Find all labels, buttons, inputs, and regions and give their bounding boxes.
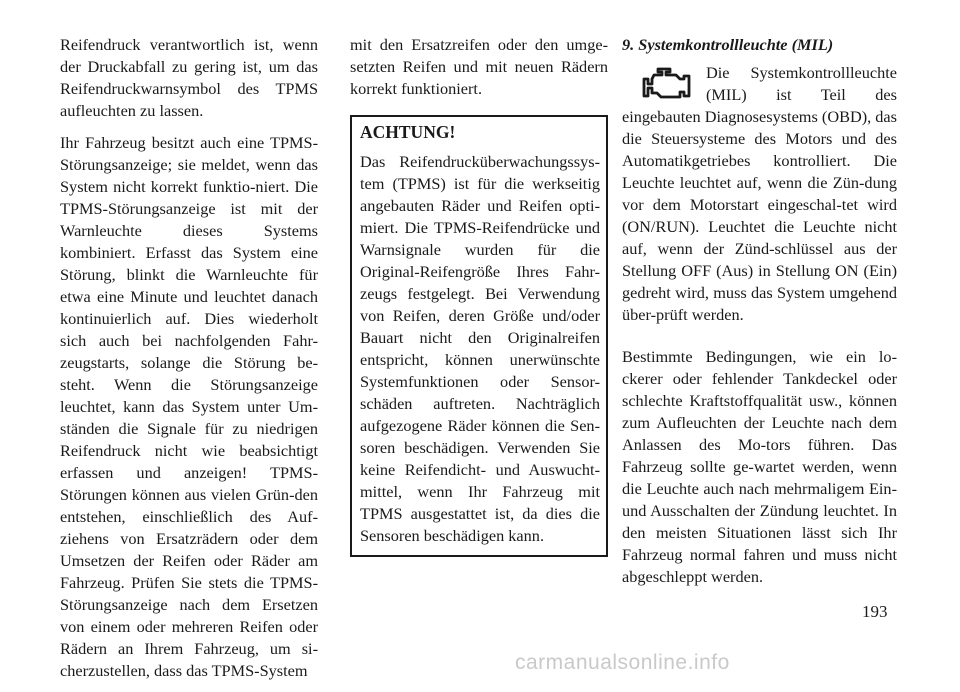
paragraph-mil-conditions: Bestimmte Bedingungen, wie ein lo-ckerer oder fehlender Tankdeckel oder schlechte Kraftstoffqualität usw., können zum Aufleuchten der Leuchte nach dem Anlassen des Mo-tors führen. Das Fahrzeug sollte ge-wartet werden, wenn die Leuchte auch nach mehrmaligem Ein- und Ausschalten der Zündung leuchtet. In den meisten Situationen lässt sich Ihr Fahrzeug normal fahren und muss nicht abgeschleppt werden. [622,347,897,586]
paragraph-continuation: mit den Ersatzreifen oder den umge-setzten Reifen und mit neuen Rädern korrekt funktioniert. [350,35,608,98]
text-column-left [60,34,318,692]
engine-check-icon [642,66,696,104]
warning-text: Das Reifendrucküberwachungssys-tem (TPMS) ist für die werkseitig angebauten Räder und Reifen opti-miert. Die TPMS-Reifendrücke und Warnsignale wurden für die Original-Reifengröße Ihres Fahr-zeugs festgelegt. Bei Verwendung von Reifen, deren Größe und/oder Bauart nicht den Originalreifen entspricht, können unerwünschte Systemfunktionen oder Sensor-schäden auftreten. Nachträglich aufgezogene Räder können die Sen-soren beschädigen. Verwenden Sie keine Reifendicht- und Auswucht-mittel, wenn Ihr Fahrzeug mit TPMS ausgestattet ist, da dies die Sensoren beschädigen kann. [360,152,600,545]
section-title: 9. Systemkontrollleuchte (MIL) [622,35,834,54]
page-number: 193 [862,602,888,621]
watermark-text: carmanualsonline.info [515,651,730,674]
paragraph-tpms-malfunction: Ihr Fahrzeug besitzt auch eine TPMS-Störungsanzeige; sie meldet, wenn das System nicht korrekt funktio-niert. Die TPMS-Störungsanzeige ist mit der Warnleuchte dieses Systems kombiniert. Erfasst das System eine Störung, blinkt die Warnleuchte für etwa eine Minute und leuchtet danach kontinuierlich auf. Dies wiederholt sich auch bei nachfolgenden Fahr-zeugstarts, solange die Störung be-steht. Wenn die Störungsanzeige leuchtet, kann das System unter Um-ständen die Signale für zu niedrigen Reifendruck nicht wie beabsichtigt erfassen und anzeigen! TPMS-Störungen können aus vielen Grün-den entstehen, einschließlich des Auf-ziehens von Ersatzrädern oder dem Umsetzen der Reifen oder Räder am Fahrzeug. Prüfen Sie stets die TPMS-Störungsanzeige nach dem Ersetzen von einem oder mehreren Reifen oder Rädern an Ihrem Fahrzeug, um si-cherzustellen, dass das TPMS-System [60,133,318,680]
mil-paragraph-block [622,62,897,336]
warning-title: ACHTUNG! [360,122,456,142]
paragraph-mil-description: Die Systemkontrollleuchte (MIL) ist Teil des eingebauten Diagnosesystems (OBD), das die Steuersysteme des Motors und des Automatikgetriebes kontrolliert. Die Leuchte leuchtet auf, wenn die Zün-dung vor dem Motorstart eingeschal-tet wird (ON/RUN). Leuchtet die Leuchte nicht auf, wenn der Zünd-schlüssel aus der Stellung OFF (Aus) in Stellung ON (Ein) gedreht wird, muss das System umgehend über-prüft werden. [622,63,897,324]
text-column-right [622,34,897,598]
text-column-middle [350,34,608,557]
paragraph-tpms-pressure: Reifendruck verantwortlich ist, wenn der Druckabfall zu gering ist, um das Reifendruckwarnsymbol des TPMS aufleuchten zu lassen. [60,35,318,120]
warning-box [350,115,608,557]
